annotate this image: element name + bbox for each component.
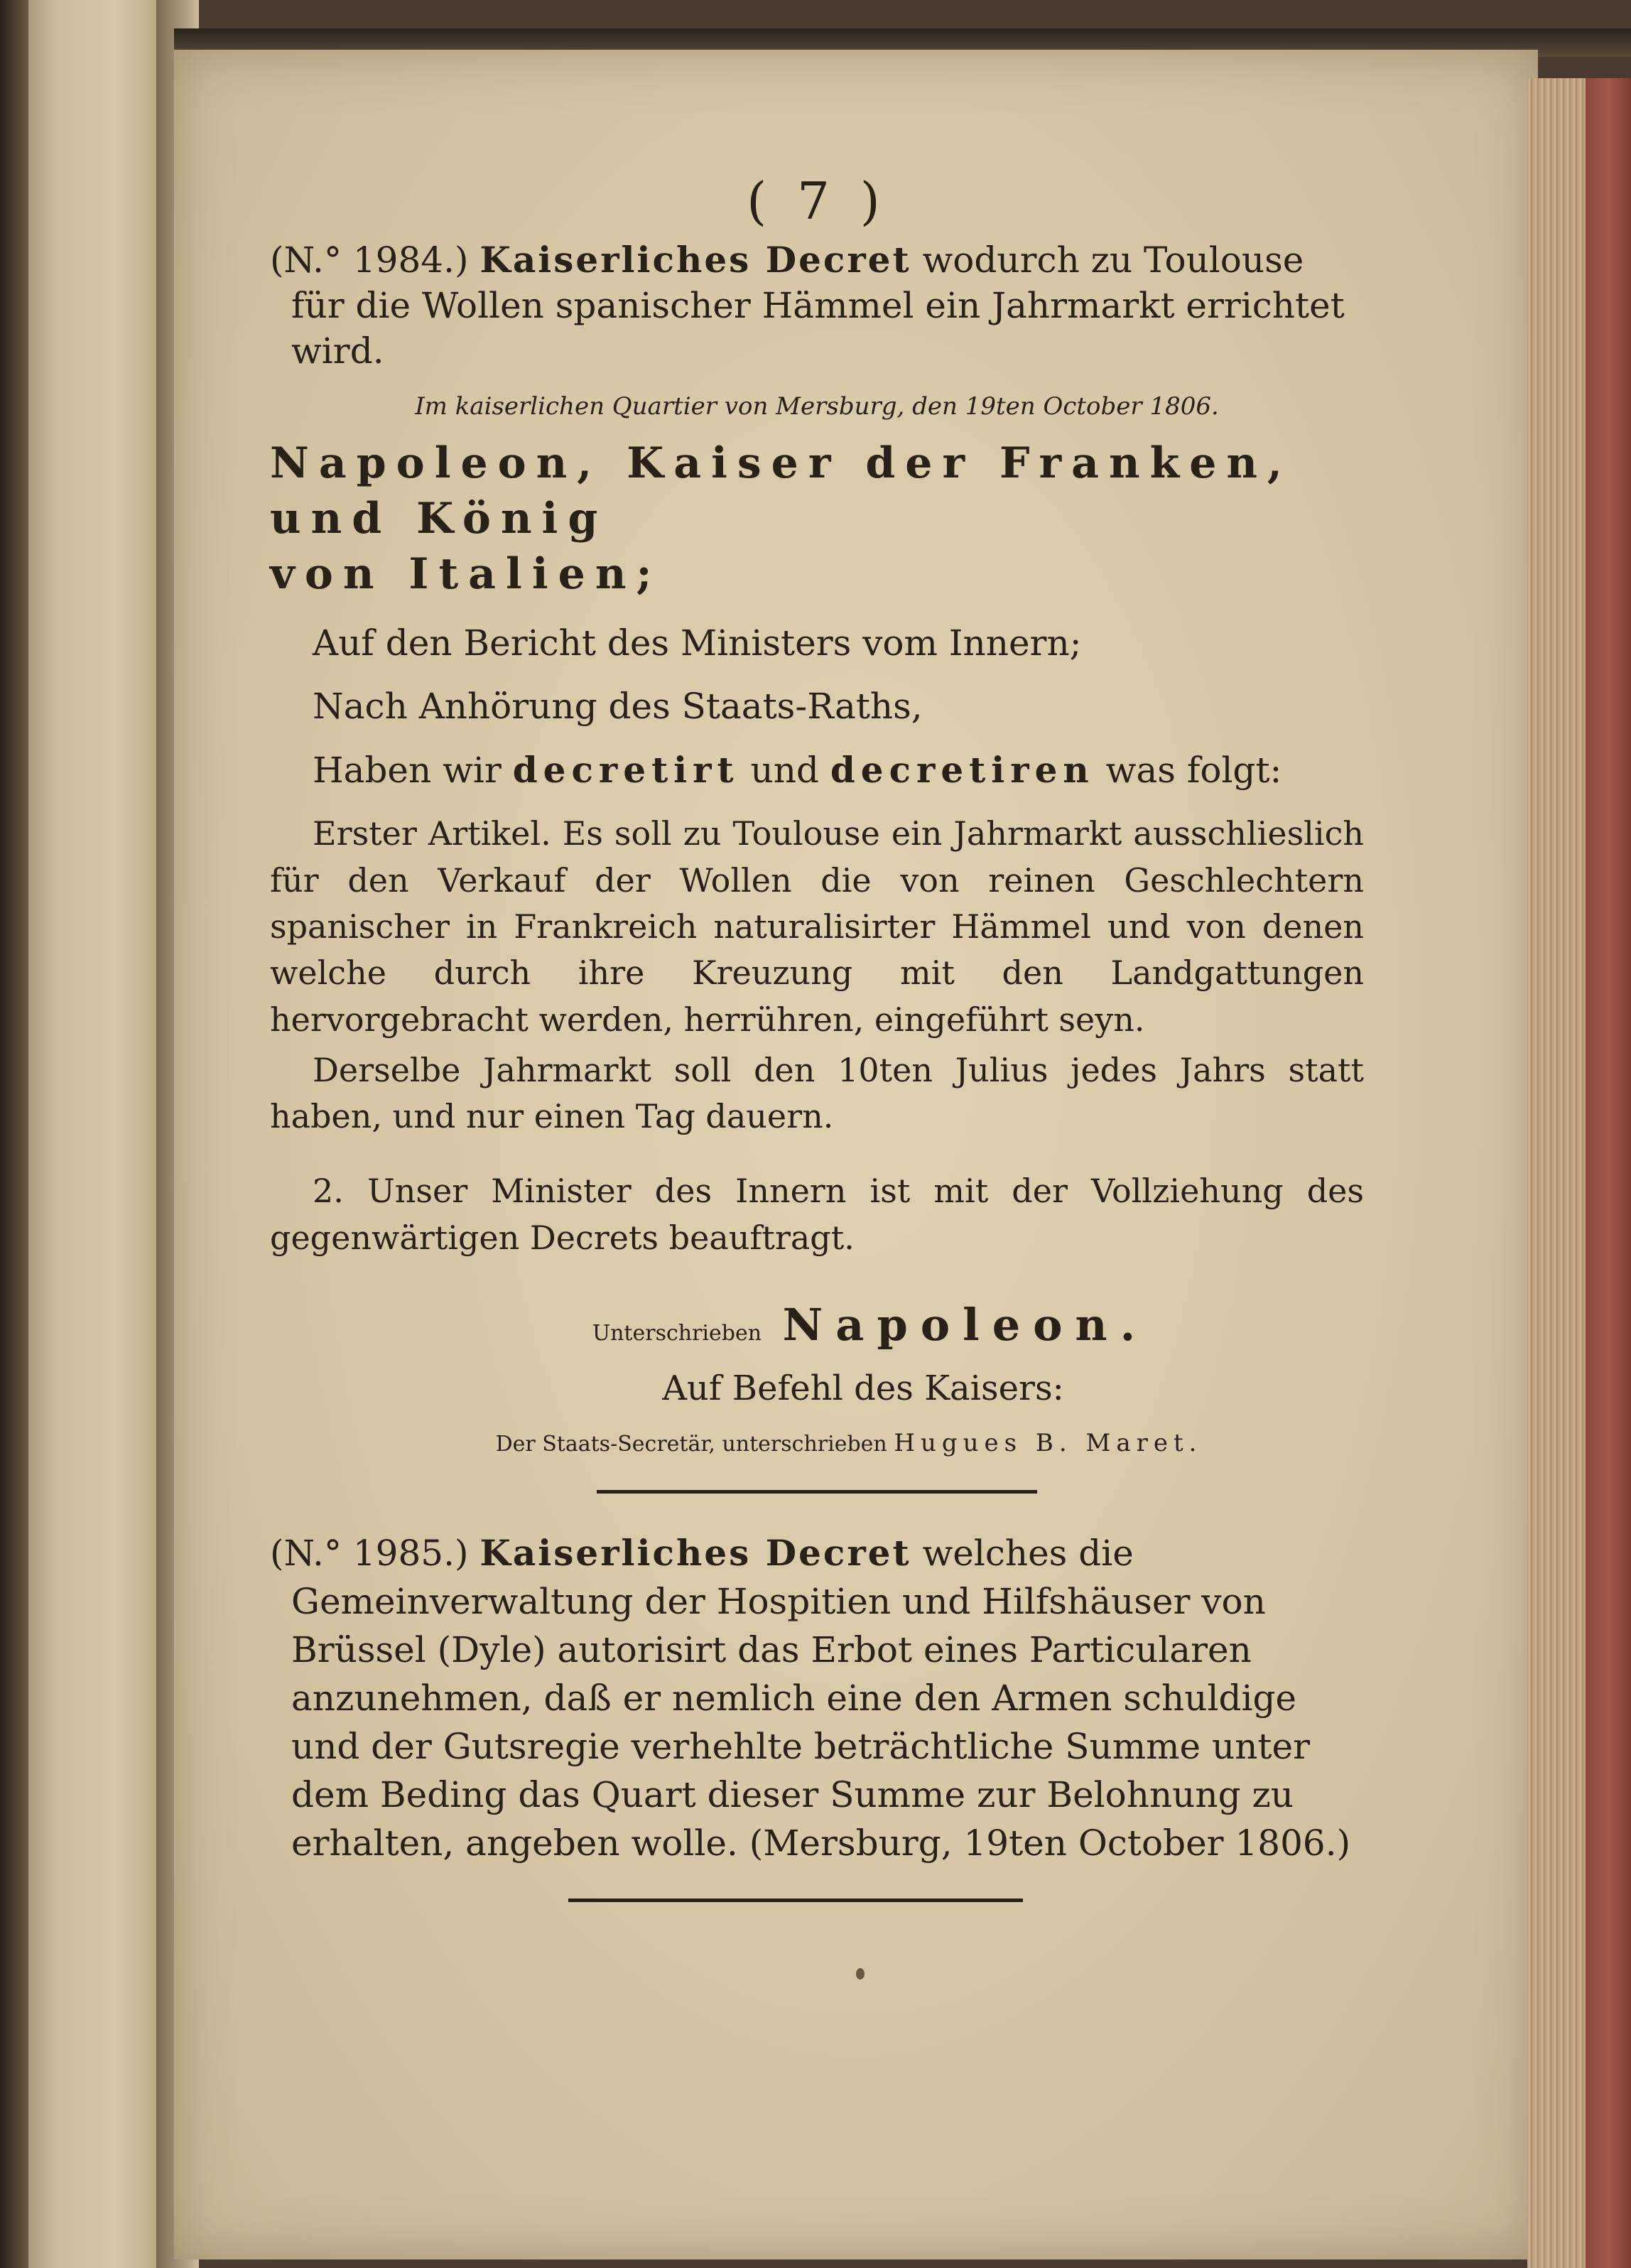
- recital-report: Auf den Bericht des Ministers vom Innern;: [313, 622, 1082, 664]
- paper-spot: [856, 1968, 865, 1980]
- order-line: Auf Befehl des Kaisers:: [662, 1368, 1064, 1408]
- article-1-continued: Derselbe Jahrmarkt soll den 10ten Julius jedes Jahrs statt haben, und nur einen Tag dauern.: [270, 1050, 1364, 1136]
- section-divider: [597, 1490, 1037, 1494]
- end-divider: [568, 1899, 1023, 1902]
- dateline: Im kaiserlichen Quartier von Mersburg, den 19ten October 1806.: [415, 392, 1219, 421]
- decree-title: Kaiserliches Decret: [479, 1531, 911, 1574]
- recital-decree: [270, 748, 1364, 792]
- decree-number: (N.° 1985.): [270, 1532, 469, 1574]
- article-2: 2. Unser Minister des Innern ist mit der Vollziehung des gegenwärtigen Decrets beauftragt.: [270, 1172, 1364, 1257]
- secretary-name: Hugues B. Maret.: [894, 1429, 1203, 1458]
- decree-subject: wodurch zu Toulouse für die Wollen spanischer Hämmel ein Jahrmarkt errichtet wird.: [291, 239, 1345, 372]
- recital-part: was folgt:: [1094, 750, 1282, 792]
- recital-part: decretiren: [830, 749, 1095, 792]
- recital-part: Haben wir: [313, 750, 513, 792]
- decree-1985-heading: [270, 1529, 1364, 1867]
- article-1: Erster Artikel. Es soll zu Toulouse ein Jahrmarkt ausschlieslich für den Verkauf der Wollen die von reinen Geschlechtern spanischer in Frankreich naturalisirter Hämmel und von denen welche durch ihre Kreuzung mit den Landgattungen hervorgebracht werden, herrühren, eingeführt seyn.: [270, 814, 1364, 1039]
- signature-line: [270, 1298, 1364, 1352]
- recital-council: Nach Anhörung des Staats-Raths,: [313, 686, 923, 728]
- book-left-edge: [0, 0, 28, 2268]
- decree-number: (N.° 1984.): [270, 239, 469, 281]
- signed-label: Unterschrieben: [592, 1321, 762, 1346]
- secretary-line: [270, 1429, 1364, 1458]
- recital-part: decretirt: [512, 749, 739, 792]
- page-number: ( 7 ): [747, 171, 887, 231]
- secretary-label: Der Staats-Secretär, unterschrieben: [495, 1432, 887, 1457]
- signed-name: Napoleon.: [782, 1299, 1149, 1351]
- recital-part: und: [739, 750, 830, 792]
- red-cover-edge: [1586, 78, 1631, 2268]
- page-text: [270, 171, 1364, 1902]
- ruler-title-line-1: Napoleon, Kaiser der Franken, und König: [270, 438, 1292, 544]
- decree-title: Kaiserliches Decret: [479, 238, 911, 281]
- decree-subject: welches die Gemeinverwaltung der Hospitien und Hilfshäuser von Brüssel (Dyle) autorisirt das Erbot eines Particularen anzunehmen, daß er nemlich eine den Armen schuldige und der Gutsregie verhehlte beträchtliche Summe unter dem Beding das Quart dieser Summe zur Belohnung zu erhalten, angeben wolle. (Mersburg, 19ten October 1806.): [291, 1532, 1351, 1864]
- decree-1984-heading: [270, 237, 1364, 374]
- ruler-title-line-2: von Italien;: [270, 549, 662, 600]
